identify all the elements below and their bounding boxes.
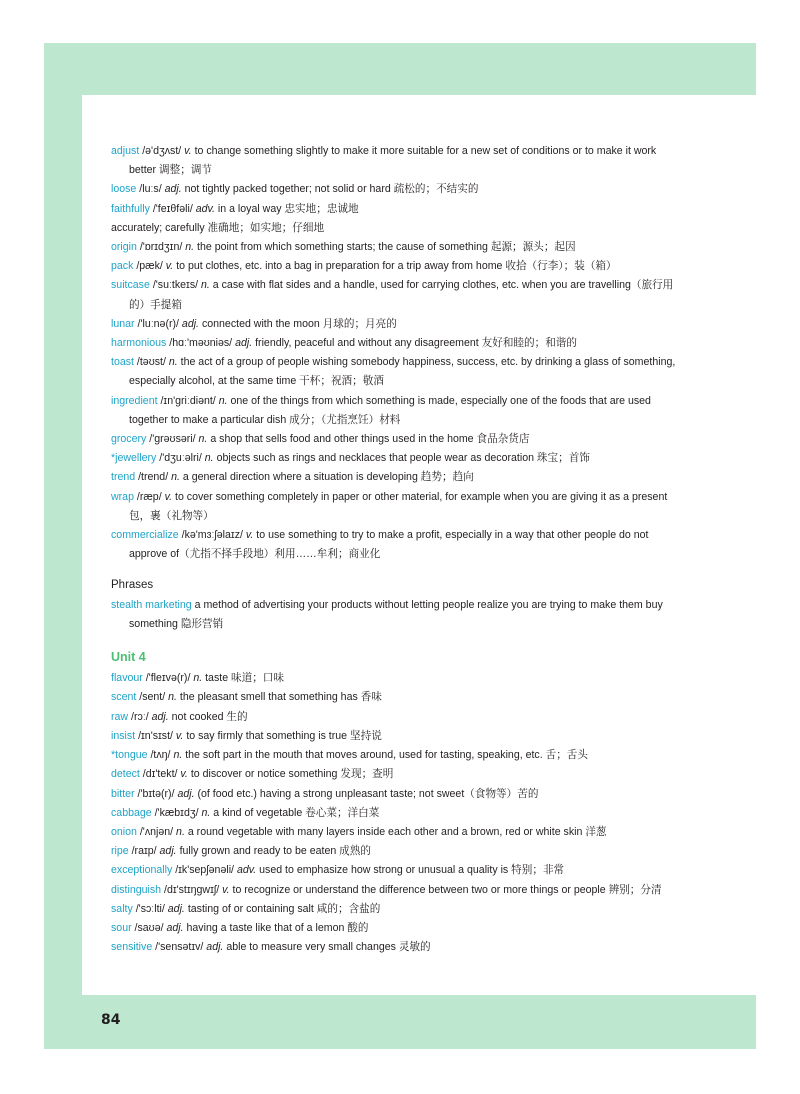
definition: in a loyal way 忠实地；忠诚地 [214, 202, 359, 215]
part-of-speech: adj. [166, 921, 184, 934]
phonetic: /'dʒuːəlri/ [156, 452, 205, 465]
headword: toast [111, 356, 134, 369]
phonetic: /trend/ [135, 471, 172, 484]
definition: a shop that sells food and other things used in the home 食品杂货店 [207, 433, 530, 446]
glossary-entry [111, 392, 681, 430]
headword: salty [111, 902, 133, 915]
part-of-speech: n. [204, 452, 214, 465]
definition: a method of advertising your products without letting people realize you are trying to make them buy something 隐形营销 [129, 598, 663, 630]
part-of-speech: adj. [177, 787, 195, 800]
glossary-entry [111, 881, 681, 900]
glossary-entry [111, 257, 681, 276]
phonetic: /'ʌnjən/ [136, 825, 177, 838]
part-of-speech: n. [193, 672, 203, 685]
part-of-speech: n. [185, 241, 195, 254]
part-of-speech: adj. [159, 845, 177, 858]
headword: pack [111, 260, 134, 273]
glossary-entry [111, 861, 681, 880]
phonetic: /'bɪtə(r)/ [134, 787, 178, 800]
definition: one of the things from which something is made, especially one of the foods that are used together to make a particular dish 成分；（尤指烹饪）材料 [129, 394, 651, 426]
phonetic: /dɪ'stɪŋgwɪʃ/ [161, 883, 223, 896]
headword: grocery [111, 433, 147, 446]
glossary-entry [111, 669, 681, 688]
definition: a round vegetable with many layers inside each other and a brown, red or white skin 洋葱 [184, 825, 607, 838]
headword: trend [111, 471, 136, 484]
glossary-entry [111, 823, 681, 842]
part-of-speech: adv. [236, 864, 257, 877]
definition: a kind of vegetable 卷心菜；洋白菜 [210, 806, 380, 819]
definition: objects such as rings and necklaces that people wear as decoration 珠宝；首饰 [213, 452, 590, 465]
part-of-speech: adj. [151, 710, 169, 723]
definition: a case with flat sides and a handle, used for carrying clothes, etc. when you are travelling（旅行用的）手提箱 [129, 279, 674, 311]
glossary-entry [111, 200, 681, 219]
part-of-speech: adj. [235, 337, 253, 350]
glossary-entry [111, 353, 681, 391]
phonetic: /pæk/ [133, 260, 166, 273]
part-of-speech: n. [201, 279, 210, 292]
definition: friendly, peaceful and without any disagreement 友好和睦的；和谐的 [252, 337, 577, 350]
headword: wrap [111, 490, 134, 503]
definition: tasting of or containing salt 咸的；含盐的 [184, 902, 381, 915]
part-of-speech: n. [173, 749, 183, 762]
definition: not cooked 生的 [168, 710, 248, 723]
definition: taste 味道；口味 [202, 672, 284, 685]
part-of-speech: v. [165, 260, 174, 273]
definition: (of food etc.) having a strong unpleasant taste; not sweet（食物等）苦的 [194, 787, 539, 800]
phonetic: /rɔː/ [128, 710, 152, 723]
glossary-entry [111, 238, 681, 257]
definition: the act of a group of people wishing somebody happiness, success, etc. by drinking a glass of something, especially alcohol, at the same time 干杯；祝酒；敬酒 [129, 356, 676, 388]
part-of-speech: n. [198, 433, 208, 446]
headword: origin [111, 241, 137, 254]
headword: insist [111, 729, 136, 742]
part-of-speech: v. [245, 529, 254, 542]
phonetic: /ə'dʒʌst/ [139, 145, 185, 157]
phonetic: /ɪn'sɪst/ [135, 729, 176, 742]
part-of-speech: n. [171, 471, 180, 484]
definition: not tightly packed together; not solid or hard 疏松的；不结实的 [181, 183, 479, 196]
phonetic: /'sensətɪv/ [152, 941, 207, 954]
phonetic: /hɑː'məʊniəs/ [166, 337, 236, 350]
phonetic: /'sɔːlti/ [132, 902, 168, 915]
part-of-speech: n. [168, 356, 178, 369]
phonetic: /'feɪθfəli/ [149, 202, 196, 215]
definition: to recognize or understand the difference between two or more things or people 辨别；分清 [229, 883, 662, 896]
phonetic: /raɪp/ [128, 845, 160, 858]
glossary-entry [111, 900, 681, 919]
headword: *jewellery [111, 452, 157, 465]
headword: detect [111, 768, 140, 781]
headword: raw [111, 710, 129, 723]
headword: ripe [111, 845, 129, 858]
glossary-entry [111, 430, 681, 449]
phonetic: /'luːnə(r)/ [134, 317, 182, 330]
glossary-entry [111, 449, 681, 468]
definition: to say firmly that something is true 坚持说 [183, 729, 382, 742]
definition: to use something to try to make a profit, especially in a way that other people do not approve of（尤指不择手段地）利用……牟利；商业化 [129, 529, 649, 561]
headword: flavour [111, 672, 143, 685]
glossary-entry [111, 180, 681, 199]
headword: stealth marketing [111, 598, 192, 611]
phonetic: /ɪk'sepʃənəli/ [172, 864, 237, 877]
phonetic: /'grəʊsəri/ [146, 433, 199, 446]
definition: the point from which something starts; the cause of something 起源；源头；起因 [194, 241, 576, 254]
phonetic: /'suːtkeɪs/ [149, 279, 202, 292]
page-number: 84 [101, 1012, 121, 1028]
definition: the pleasant smell that something has 香味 [176, 691, 382, 704]
phonetic: /təʊst/ [133, 356, 169, 369]
part-of-speech: v. [180, 768, 188, 781]
part-of-speech: v. [222, 883, 230, 896]
unit-heading: Unit 4 [111, 650, 146, 665]
glossary-entry [111, 596, 681, 634]
part-of-speech: adj. [167, 902, 185, 915]
definition: to discover or notice something 发现；查明 [187, 768, 394, 781]
glossary-entry [111, 727, 681, 746]
glossary-entry [111, 919, 681, 938]
headword: lunar [111, 317, 135, 330]
glossary-entry [111, 765, 681, 784]
definition: connected with the moon 月球的；月亮的 [199, 317, 397, 330]
phrases-list [111, 596, 681, 634]
phonetic: /ræp/ [133, 490, 165, 503]
glossary-entry [111, 708, 681, 727]
headword: *tongue [111, 749, 148, 762]
headword: distinguish [111, 883, 162, 896]
glossary-entry [111, 468, 681, 487]
phonetic: /kə'mɜːʃəlaɪz/ [178, 529, 246, 542]
glossary-entry [111, 526, 681, 564]
headword: adjust [111, 145, 140, 157]
headword: suitcase [111, 279, 150, 292]
headword: commercialize [111, 529, 179, 542]
glossary-entry [111, 938, 681, 957]
glossary-entry [111, 746, 681, 765]
glossary-entry [111, 842, 681, 861]
headword: scent [111, 691, 137, 704]
part-of-speech: v. [164, 490, 173, 503]
glossary-entry [111, 334, 681, 353]
headword: onion [111, 825, 137, 838]
headword: ingredient [111, 394, 158, 407]
glossary-entry [111, 276, 681, 314]
part-of-speech: n. [201, 806, 211, 819]
unit-4-list [111, 669, 681, 957]
glossary-entry [111, 688, 681, 707]
part-of-speech: v. [184, 145, 192, 157]
definition: having a taste like that of a lemon 酸的 [183, 921, 369, 934]
glossary-entry [111, 219, 681, 238]
phonetic: /luːs/ [136, 183, 165, 196]
glossary-entry [111, 804, 681, 823]
phrases-heading: Phrases [111, 579, 154, 592]
glossary-entry [111, 488, 681, 526]
part-of-speech: adj. [206, 941, 224, 954]
headword: sour [111, 921, 132, 934]
headword: loose [111, 183, 137, 196]
definition: to cover something completely in paper or other material, for example when you are giving it as a present 包，裹（礼物等） [129, 490, 668, 522]
part-of-speech: adv. [195, 202, 215, 215]
definition: used to emphasize how strong or unusual a quality is 特别；非常 [256, 864, 565, 877]
part-of-speech: v. [175, 729, 184, 742]
headword: harmonious [111, 337, 167, 350]
phonetic: /dɪ'tekt/ [139, 768, 181, 781]
definition: a general direction where a situation is developing 趋势；趋向 [179, 471, 474, 484]
part-of-speech: adj. [164, 183, 182, 196]
glossary-entry [111, 142, 681, 180]
definition: able to measure very small changes 灵敏的 [223, 941, 431, 954]
definition: accurately; carefully 准确地；如实地；仔细地 [111, 221, 325, 234]
definition: to put clothes, etc. into a bag in preparation for a trip away from home 收拾（行李）；装（箱） [173, 260, 617, 273]
phonetic: /ɪn'griːdiənt/ [157, 394, 219, 407]
part-of-speech: n. [168, 691, 177, 704]
headword: exceptionally [111, 864, 173, 877]
phonetic: /saʊə/ [131, 921, 167, 934]
phonetic: /'ɒrɪdʒɪn/ [136, 241, 186, 254]
glossary-entry [111, 785, 681, 804]
part-of-speech: n. [176, 825, 185, 838]
headword: cabbage [111, 806, 152, 819]
phonetic: /'fleɪvə(r)/ [142, 672, 194, 685]
phonetic: /'kæbɪdʒ/ [151, 806, 202, 819]
headword: sensitive [111, 941, 153, 954]
glossary-section [111, 142, 681, 564]
glossary-entry [111, 315, 681, 334]
part-of-speech: adj. [181, 317, 200, 330]
part-of-speech: n. [218, 394, 228, 407]
definition: to change something slightly to make it more suitable for a new set of conditions or to make it work better 调整；调节 [129, 145, 657, 177]
headword: faithfully [111, 202, 150, 215]
headword: bitter [111, 787, 135, 800]
definition: fully grown and ready to be eaten 成熟的 [176, 845, 371, 858]
glossary-content [111, 142, 681, 957]
phonetic: /sent/ [136, 691, 169, 704]
definition: the soft part in the mouth that moves around, used for tasting, speaking, etc. 舌；舌头 [182, 749, 588, 762]
phonetic: /tʌŋ/ [147, 749, 174, 762]
